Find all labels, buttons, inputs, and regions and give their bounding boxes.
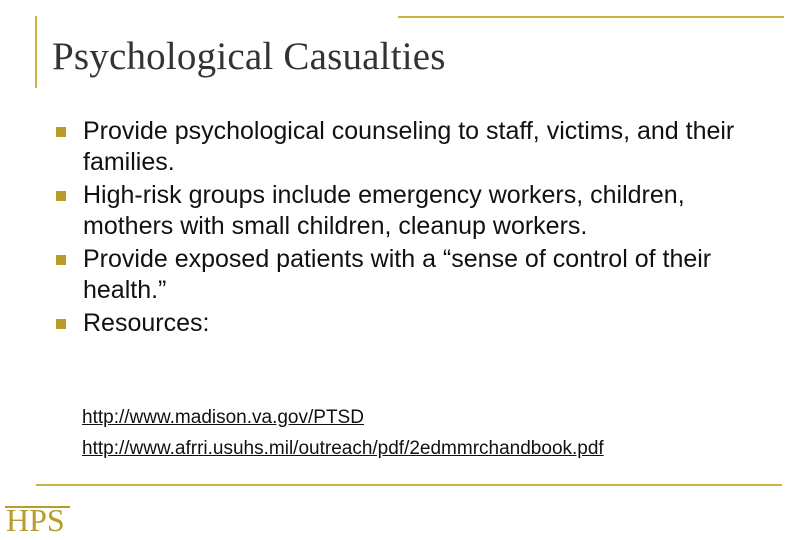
left-rule	[35, 16, 37, 88]
bullet-item	[56, 116, 776, 178]
bullet-text: High-risk groups include emergency workers, children, mothers with small children, cleanup workers.	[83, 181, 685, 240]
resource-link-ptsd[interactable]: http://www.madison.va.gov/PTSD	[82, 407, 364, 428]
square-bullet-icon	[56, 127, 66, 137]
bullet-text: Provide psychological counseling to staff, victims, and their families.	[83, 117, 735, 176]
square-bullet-icon	[56, 319, 66, 329]
bullet-text: Provide exposed patients with a “sense of control of their health.”	[83, 245, 712, 304]
bullet-item	[56, 180, 776, 242]
resource-link-handbook[interactable]: http://www.afrri.usuhs.mil/outreach/pdf/2edmmrchandbook.pdf	[82, 438, 604, 459]
bullet-item	[56, 244, 776, 306]
resource-links	[82, 402, 604, 464]
hps-logo	[4, 498, 74, 538]
bullet-item	[56, 308, 776, 339]
square-bullet-icon	[56, 191, 66, 201]
slide-title: Psychological Casualties	[52, 35, 446, 78]
bullet-list	[56, 116, 776, 341]
hps-logo-text: HPS	[6, 502, 65, 538]
square-bullet-icon	[56, 255, 66, 265]
bullet-text: Resources:	[83, 309, 210, 337]
top-rule	[398, 16, 784, 18]
bottom-rule	[36, 484, 782, 486]
